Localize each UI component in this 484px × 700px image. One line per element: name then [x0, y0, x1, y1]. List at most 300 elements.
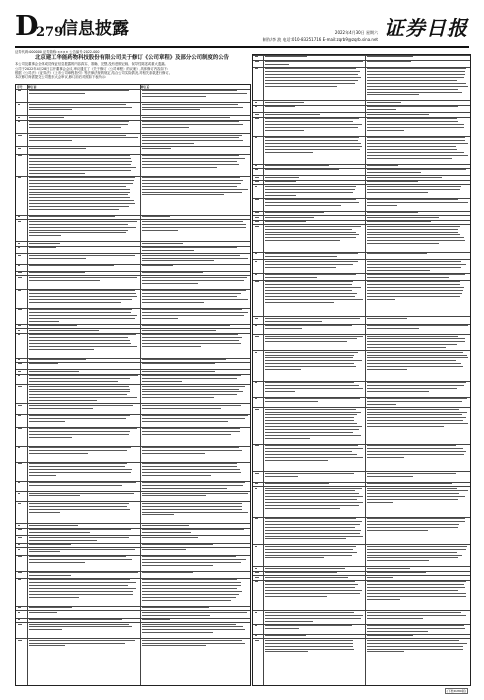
- table-cell-text: [265, 409, 357, 410]
- table-cell-text: [29, 415, 131, 416]
- table-cell-text: [367, 546, 468, 547]
- table-cell-text: [367, 264, 467, 265]
- table-cell-text: [29, 544, 71, 545]
- table-cell-text: [29, 585, 128, 586]
- row-index-mark: [255, 177, 259, 178]
- table-cell-text: [265, 106, 296, 107]
- table-cell-text: [29, 232, 126, 233]
- table-cell-text: [29, 140, 72, 141]
- table-cell-text: [265, 615, 363, 616]
- table-cell-text: [265, 256, 337, 257]
- row-index-mark: [18, 247, 20, 248]
- table-cell-text: [29, 170, 132, 171]
- table-cell-text: [265, 618, 361, 619]
- table-cell-text: [142, 537, 198, 538]
- table-cell-text: [265, 643, 354, 644]
- table-cell-text: [142, 514, 174, 515]
- table-cell-text: [142, 255, 240, 256]
- table-cell-text: [265, 336, 364, 337]
- row-index-mark: [18, 334, 21, 335]
- table-cell-text: [29, 475, 57, 476]
- row-index-mark: [255, 640, 260, 641]
- masthead-rule: [15, 46, 469, 48]
- row-index-mark: [18, 619, 21, 620]
- table-cell-text: [29, 265, 115, 266]
- table-cell-text: [142, 346, 201, 347]
- table-cell-text: [367, 593, 466, 594]
- table-cell-text: [265, 261, 358, 262]
- row-index-mark: [18, 607, 21, 608]
- table-cell-text: [367, 360, 457, 361]
- row-index-mark: [18, 572, 23, 573]
- table-cell-text: [29, 506, 127, 507]
- table-cell-text: [265, 612, 354, 613]
- table-cell-text: [29, 93, 86, 94]
- table-cell-text: [265, 127, 358, 128]
- table-cell-text: [29, 582, 136, 583]
- table-cell-text: [265, 232, 356, 233]
- table-cell-text: [142, 109, 200, 110]
- row-index-mark: [18, 493, 20, 494]
- row-index-mark: [18, 177, 22, 178]
- header-col-after: 修订后: [141, 84, 150, 89]
- table-cell-text: [367, 490, 468, 491]
- table-cell-text: [367, 555, 462, 556]
- table-cell-text: [29, 272, 86, 273]
- table-cell-text: [367, 417, 467, 418]
- table-cell-text: [265, 212, 324, 213]
- table-cell-text: [29, 189, 130, 190]
- amendment-table-left: [15, 84, 251, 686]
- row-index-mark: [18, 529, 22, 530]
- table-cell-text: [367, 631, 429, 632]
- table-cell-text: [142, 315, 245, 316]
- table-cell-text: [265, 137, 360, 138]
- table-cell-text: [367, 83, 466, 84]
- table-cell-text: [265, 366, 356, 367]
- table-cell-text: [29, 177, 136, 178]
- table-cell-text: [367, 646, 463, 647]
- table-cell-text: [142, 624, 237, 625]
- row-index-mark: [255, 518, 259, 519]
- table-cell-text: [265, 189, 356, 190]
- table-cell-text: [142, 525, 190, 526]
- table-cell-text: [29, 117, 64, 118]
- table-cell-text: [29, 472, 132, 473]
- table-cell-text: [142, 177, 241, 178]
- table-cell-text: [142, 562, 242, 563]
- table-cell-text: [29, 200, 135, 201]
- table-cell-text: [367, 152, 465, 153]
- table-cell-text: [142, 247, 237, 248]
- table-cell-text: [142, 260, 215, 261]
- table-cell-text: [367, 130, 404, 131]
- row-index-mark: [18, 290, 22, 291]
- row-index-mark: [255, 382, 257, 383]
- table-cell-text: [367, 414, 463, 415]
- table-cell-text: [367, 89, 458, 90]
- table-cell-text: [367, 102, 402, 103]
- table-cell-text: [142, 293, 242, 294]
- row-index-mark: [255, 281, 259, 282]
- table-cell-text: [142, 194, 225, 195]
- table-cell-text: [265, 420, 355, 421]
- table-cell-text: [367, 56, 413, 57]
- table-cell-text: [29, 371, 79, 372]
- table-cell-text: [142, 389, 240, 390]
- table-cell-text: [29, 421, 66, 422]
- table-cell-text: [29, 124, 128, 125]
- table-cell-text: [29, 148, 86, 149]
- table-cell-text: [142, 296, 237, 297]
- row-index-mark: [255, 488, 258, 489]
- table-cell-text: [142, 549, 187, 550]
- table-cell-text: [265, 572, 338, 573]
- table-cell-text: [367, 473, 457, 474]
- table-cell-text: [29, 167, 137, 168]
- table-cell-text: [367, 270, 431, 271]
- table-cell-text: [265, 496, 364, 497]
- table-cell-text: [265, 143, 361, 144]
- table-cell-text: [367, 121, 458, 122]
- table-cell-text: [142, 428, 241, 429]
- table-cell-text: [142, 290, 247, 291]
- table-cell-text: [367, 86, 469, 87]
- table-cell-text: [367, 92, 463, 93]
- table-cell-text: [29, 591, 133, 592]
- table-cell-text: [29, 447, 132, 448]
- table-cell-text: [265, 438, 310, 439]
- table-cell-text: [265, 221, 306, 222]
- table-cell-text: [29, 408, 94, 409]
- table-cell-text: [142, 559, 246, 560]
- table-cell-text: [367, 192, 429, 193]
- table-cell-text: [265, 473, 355, 474]
- table-cell-text: [142, 493, 248, 494]
- table-cell-text: [29, 247, 57, 248]
- intro-line: 本次修订尚需提交公司股东大会审议,修订前后对照如下表所示:: [15, 75, 107, 80]
- table-cell-text: [265, 341, 348, 342]
- table-cell-text: [367, 165, 398, 166]
- table-cell-text: [29, 375, 138, 376]
- table-cell-text: [29, 503, 129, 504]
- table-cell-text: [142, 472, 242, 473]
- table-cell-text: [29, 104, 127, 105]
- table-cell-text: [367, 158, 453, 159]
- row-index-mark: [18, 104, 21, 105]
- row-index-mark: [255, 568, 258, 569]
- table-cell-text: [265, 549, 353, 550]
- table-cell-text: [265, 205, 342, 206]
- table-cell-text: [265, 284, 352, 285]
- table-cell-text: [29, 135, 127, 136]
- table-cell-text: [142, 626, 243, 627]
- table-cell-text: [367, 202, 469, 203]
- table-cell-text: [142, 463, 237, 464]
- row-index-mark: [18, 503, 21, 504]
- row-index-mark: [255, 409, 260, 410]
- table-cell-text: [367, 643, 467, 644]
- table-cell-text: [29, 579, 131, 580]
- table-cell-text: [29, 381, 119, 382]
- table-cell-text: [367, 181, 419, 182]
- table-cell-text: [265, 448, 364, 449]
- table-cell-text: [367, 530, 428, 531]
- table-cell-text: [29, 318, 135, 319]
- row-index-mark: [255, 181, 260, 182]
- table-cell-text: [142, 632, 213, 633]
- table-cell-text: [265, 186, 356, 187]
- table-cell-text: [265, 530, 362, 531]
- table-cell-text: [29, 180, 134, 181]
- row-index-mark: [18, 405, 22, 406]
- table-cell-text: [29, 588, 136, 589]
- table-cell-text: [142, 391, 244, 392]
- page-number: 279: [36, 25, 64, 40]
- table-cell-text: [367, 649, 463, 650]
- table-cell-text: [142, 453, 205, 454]
- table-cell-text: [265, 454, 358, 455]
- table-cell-text: [265, 68, 356, 69]
- table-cell-text: [265, 302, 335, 303]
- table-cell-text: [29, 224, 129, 225]
- table-cell-text: [265, 83, 356, 84]
- table-cell-text: [265, 124, 363, 125]
- table-cell-text: [367, 445, 457, 446]
- table-cell-text: [29, 643, 126, 644]
- table-cell-text: [29, 394, 128, 395]
- issue-date: 2022年4月30日 星期六: [334, 30, 378, 35]
- table-cell-text: [265, 628, 300, 629]
- table-cell-text: [265, 217, 314, 218]
- row-index-mark: [18, 579, 22, 580]
- table-cell-text: [265, 64, 290, 65]
- table-cell-text: [367, 388, 457, 389]
- table-cell-text: [142, 585, 241, 586]
- table-cell-text: [367, 114, 429, 115]
- table-cell-text: [142, 309, 242, 310]
- table-cell-text: [265, 318, 360, 319]
- table-cell-text: [142, 469, 240, 470]
- row-index-mark: [18, 386, 23, 387]
- row-index-mark: [255, 261, 258, 262]
- table-cell-text: [29, 340, 130, 341]
- table-cell-text: [367, 483, 452, 484]
- table-cell-text: [29, 277, 138, 278]
- row-index-mark: [255, 221, 260, 222]
- table-cell-text: [367, 618, 423, 619]
- table-cell-text: [367, 155, 469, 156]
- table-cell-text: [29, 363, 59, 364]
- table-cell-text: [142, 221, 243, 222]
- table-cell-text: [367, 401, 462, 402]
- row-index-mark: [255, 581, 258, 582]
- table-cell-text: [367, 476, 413, 477]
- table-cell-text: [367, 628, 465, 629]
- table-cell-text: [367, 277, 450, 278]
- table-cell-text: [265, 181, 297, 182]
- row-index-mark: [18, 640, 22, 641]
- table-cell-text: [142, 529, 245, 530]
- table-cell-text: [29, 206, 129, 207]
- table-cell-text: [265, 460, 329, 461]
- table-cell-text: [265, 423, 357, 424]
- table-cell-text: [142, 506, 243, 507]
- intro-line: 根据《公司法》《证券法》《上市公司章程指引》等法律法规的规定,结合公司实际情况,对相关条款进行修订。: [15, 70, 173, 75]
- table-cell-text: [367, 281, 461, 282]
- table-cell-text: [265, 195, 297, 196]
- table-cell-text: [142, 155, 239, 156]
- table-cell-text: [265, 165, 329, 166]
- table-cell-text: [367, 363, 462, 364]
- table-cell-text: [265, 80, 359, 81]
- row-index-mark: [255, 336, 259, 337]
- row-index-mark: [255, 398, 257, 399]
- table-cell-text: [265, 338, 358, 339]
- table-cell-text: [367, 226, 460, 227]
- table-cell-text: [265, 321, 322, 322]
- table-cell-text: [29, 186, 126, 187]
- table-cell-text: [29, 540, 97, 541]
- table-cell-text: [367, 212, 419, 213]
- table-cell-text: [367, 325, 469, 326]
- table-cell-text: [142, 509, 243, 510]
- table-cell-text: [142, 386, 245, 387]
- table-cell-text: [29, 509, 130, 510]
- row-index-mark: [255, 68, 258, 69]
- table-cell-text: [142, 645, 206, 646]
- table-cell-text: [142, 186, 237, 187]
- table-cell-text: [142, 167, 218, 168]
- table-cell-text: [142, 594, 239, 595]
- table-cell-text: [142, 615, 211, 616]
- table-cell-text: [142, 230, 178, 231]
- table-cell-text: [265, 234, 359, 235]
- section-title: 信息披露: [61, 19, 129, 39]
- table-cell-text: [29, 466, 126, 467]
- row-index-mark: [18, 482, 20, 483]
- table-cell-text: [367, 344, 457, 345]
- table-cell-text: [29, 183, 133, 184]
- row-index-mark: [18, 265, 21, 266]
- table-cell-text: [367, 635, 413, 636]
- row-index-mark: [255, 118, 259, 119]
- table-cell-text: [29, 258, 86, 259]
- table-cell-text: [142, 283, 198, 284]
- table-cell-text: [265, 363, 355, 364]
- table-cell-text: [142, 447, 239, 448]
- table-cell-text: [367, 274, 466, 275]
- table-cell-text: [265, 502, 363, 503]
- table-cell-text: [367, 293, 463, 294]
- table-cell-text: [142, 394, 238, 395]
- row-index-mark: [18, 463, 23, 464]
- table-cell-text: [265, 86, 338, 87]
- table-cell-text: [367, 572, 427, 573]
- table-cell-text: [29, 537, 129, 538]
- table-cell-text: [367, 61, 412, 62]
- table-cell-text: [29, 493, 134, 494]
- table-cell-text: [142, 107, 243, 108]
- table-cell-text: [367, 496, 466, 497]
- table-cell-text: [265, 625, 352, 626]
- table-cell-text: [367, 71, 466, 72]
- table-cell-text: [367, 404, 397, 405]
- table-cell-text: [367, 106, 459, 107]
- table-cell-text: [142, 450, 243, 451]
- table-cell-text: [367, 587, 466, 588]
- table-cell-text: [142, 117, 230, 118]
- table-cell-text: [29, 529, 132, 530]
- row-index-mark: [255, 546, 257, 547]
- table-cell-text: [367, 502, 393, 503]
- table-cell-text: [142, 124, 243, 125]
- table-cell-text: [142, 475, 212, 476]
- table-cell-text: [265, 621, 314, 622]
- table-cell-text: [265, 77, 362, 78]
- table-cell-text: [265, 435, 361, 436]
- table-cell-text: [29, 173, 85, 174]
- table-cell-text: [367, 299, 395, 300]
- table-cell-text: [265, 432, 354, 433]
- table-cell-text: [29, 624, 129, 625]
- table-cell-text: [29, 137, 138, 138]
- row-index-mark: [18, 363, 23, 364]
- table-cell-text: [265, 646, 354, 647]
- table-cell-text: [142, 591, 243, 592]
- table-cell-text: [367, 615, 467, 616]
- row-index-mark: [255, 318, 258, 319]
- table-cell-text: [142, 544, 213, 545]
- table-cell-text: [367, 336, 458, 337]
- table-cell-text: [367, 493, 460, 494]
- table-cell-text: [265, 429, 359, 430]
- table-cell-text: [29, 280, 100, 281]
- table-cell-text: [367, 557, 459, 558]
- table-cell-text: [367, 366, 463, 367]
- table-cell-text: [142, 227, 247, 228]
- table-cell-text: [265, 149, 361, 150]
- table-cell-text: [265, 587, 355, 588]
- table-cell-text: [142, 582, 242, 583]
- table-cell-text: [265, 499, 357, 500]
- table-cell-text: [367, 232, 458, 233]
- table-cell-text: [367, 199, 459, 200]
- table-cell-text: [367, 189, 460, 190]
- table-cell-text: [142, 466, 237, 467]
- table-cell-text: [265, 412, 361, 413]
- table-cell-text: [142, 330, 216, 331]
- table-cell-text: [265, 369, 301, 370]
- table-cell-text: [142, 405, 241, 406]
- table-cell-text: [265, 299, 363, 300]
- table-cell-text: [367, 524, 459, 525]
- row-index-mark: [255, 114, 260, 115]
- table-cell-text: [265, 493, 359, 494]
- table-cell-text: [265, 536, 363, 537]
- table-cell-text: [367, 448, 464, 449]
- row-index-mark: [18, 428, 22, 429]
- table-cell-text: [29, 391, 130, 392]
- table-cell-text: [367, 318, 408, 319]
- table-cell-text: [142, 532, 192, 533]
- table-cell-text: [265, 169, 340, 170]
- table-cell-text: [142, 643, 246, 644]
- table-cell-text: [265, 360, 363, 361]
- table-cell-text: [29, 597, 79, 598]
- row-index-mark: [255, 217, 259, 218]
- row-index-mark: [255, 212, 260, 213]
